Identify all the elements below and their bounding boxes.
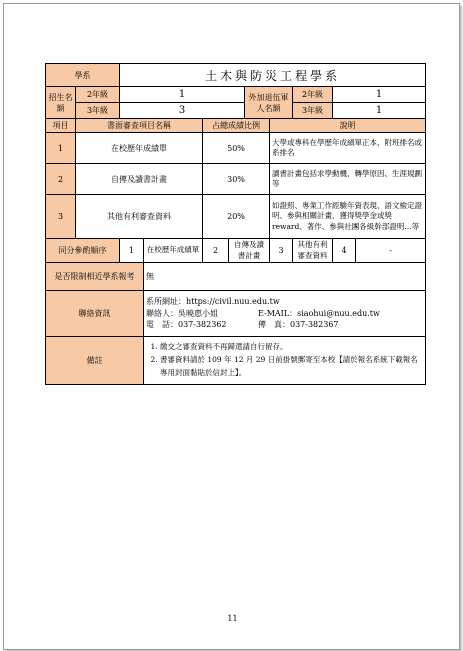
dept-name: 土木與防災工程學系 bbox=[120, 64, 426, 87]
restrict-value: 無 bbox=[144, 263, 426, 291]
tie-item-2: 自傳及讀書計畫 bbox=[229, 239, 270, 263]
header-pct: 占總成績比例 bbox=[203, 119, 270, 133]
quota-label: 招生名額 bbox=[46, 87, 76, 119]
website-text: 系所網址：https://civil.nuu.edu.tw bbox=[146, 297, 280, 307]
row-desc: 如證照、專業工作經驗年資表現、語文檢定證明、參與相關計畫、獲得獎學金或獎reward、著作、參與社團各級幹部證明…等 bbox=[270, 195, 426, 239]
quota-value-3: 3 bbox=[120, 103, 245, 119]
dept-row bbox=[46, 64, 426, 87]
contact-email: E-MAIL：siaohui@nuu.edu.tw bbox=[258, 308, 380, 318]
quota-row-2 bbox=[46, 87, 426, 103]
tie-label: 同分參酌順序 bbox=[46, 239, 120, 263]
row-pct: 50% bbox=[203, 133, 270, 164]
header-desc: 說明 bbox=[270, 119, 426, 133]
page-number: 11 bbox=[227, 614, 238, 623]
note-item: 1. 繳交之審查資料不再歸還請自行留存。 bbox=[160, 341, 423, 354]
contact-line-3 bbox=[146, 319, 423, 331]
extra-grade-2: 2年級 bbox=[293, 87, 333, 103]
table-row bbox=[46, 133, 426, 164]
header-row bbox=[46, 119, 426, 133]
notes-row bbox=[46, 337, 426, 385]
row-pct: 20% bbox=[203, 195, 270, 239]
header-no: 項目 bbox=[46, 119, 76, 133]
tie-item-3: 其他有利審查資料 bbox=[293, 239, 333, 263]
quota-grade-3: 3年級 bbox=[76, 103, 120, 119]
notes-label: 備註 bbox=[46, 337, 144, 385]
row-no: 2 bbox=[46, 164, 76, 195]
contact-line-2 bbox=[146, 308, 423, 320]
notes-list bbox=[146, 341, 423, 379]
contact-row bbox=[46, 291, 426, 337]
row-item: 在校歷年成績單 bbox=[76, 133, 203, 164]
tie-item-1: 在校歷年成績單 bbox=[144, 239, 203, 263]
tie-row bbox=[46, 239, 426, 263]
tie-item-4: - bbox=[356, 239, 426, 263]
notes-content bbox=[144, 337, 426, 385]
extra-quota-label: 外加退伍軍人名額 bbox=[245, 87, 293, 119]
contact-person: 聯絡人：吳曉惠小姐 bbox=[146, 308, 218, 318]
extra-value-2: 1 bbox=[333, 87, 426, 103]
dept-label: 學系 bbox=[46, 64, 120, 87]
contact-label: 聯絡資訊 bbox=[46, 291, 144, 337]
contact-fax: 傳 真：037-382367 bbox=[258, 320, 339, 330]
row-item: 其他有利審查資料 bbox=[76, 195, 203, 239]
admission-table bbox=[45, 63, 426, 385]
quota-grade-2: 2年級 bbox=[76, 87, 120, 103]
contact-phone: 電 話：037-382362 bbox=[146, 320, 227, 330]
tie-num-1: 1 bbox=[120, 239, 144, 263]
table-row bbox=[46, 195, 426, 239]
quota-row-3 bbox=[46, 103, 426, 119]
contact-info bbox=[144, 291, 426, 337]
header-item: 書面審查項目名稱 bbox=[76, 119, 203, 133]
note-item: 2. 書審資料請於 109 年 12 月 29 日前掛號郵寄至本校【請於報名系統下載報名專用封面黏貼於信封上】。 bbox=[160, 354, 423, 380]
row-desc: 讀書計畫包括求學動機、轉學原因、生涯規劃等 bbox=[270, 164, 426, 195]
table-row bbox=[46, 164, 426, 195]
tie-num-4: 4 bbox=[333, 239, 356, 263]
row-desc: 大學或專科在學歷年成績單正本，附班排名或系排名 bbox=[270, 133, 426, 164]
document-page bbox=[3, 3, 460, 650]
tie-num-3: 3 bbox=[270, 239, 293, 263]
tie-num-2: 2 bbox=[203, 239, 229, 263]
row-no: 1 bbox=[46, 133, 76, 164]
restrict-row bbox=[46, 263, 426, 291]
extra-grade-3: 3年級 bbox=[293, 103, 333, 119]
row-item: 自傳及讀書計畫 bbox=[76, 164, 203, 195]
restrict-label: 是否限制相近學系報考 bbox=[46, 263, 144, 291]
row-no: 3 bbox=[46, 195, 76, 239]
row-pct: 30% bbox=[203, 164, 270, 195]
extra-value-3: 1 bbox=[333, 103, 426, 119]
quota-value-2: 1 bbox=[120, 87, 245, 103]
